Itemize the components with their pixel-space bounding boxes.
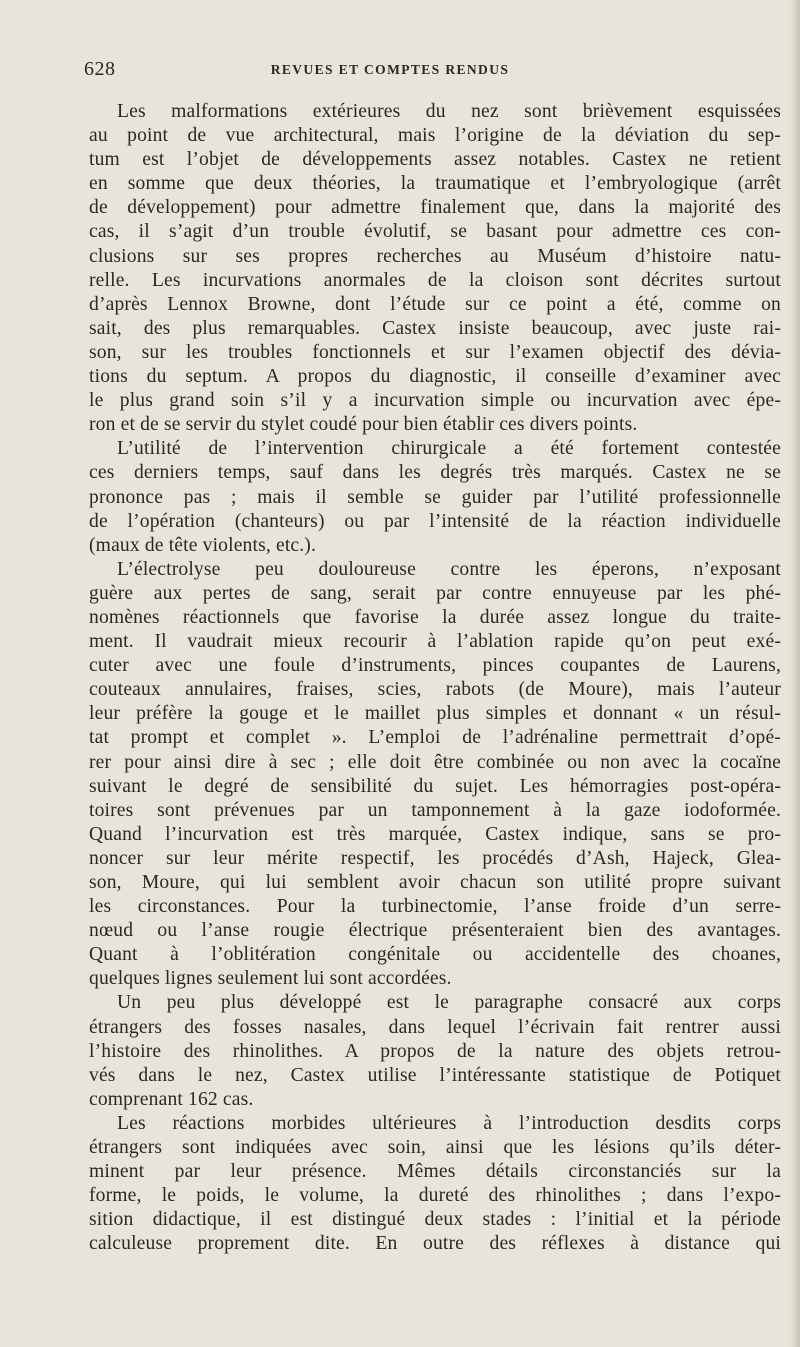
text-line: les circonstances. Pour la turbinectomie, l’anse froide d’un serre-: [89, 896, 781, 918]
text-line: son, Moure, qui lui semblent avoir chacun son utilité propre suivant: [89, 872, 781, 893]
text-line: nœud ou l’anse rougie électrique présenteraient bien des avantages.: [89, 920, 781, 942]
text-line: guère aux pertes de sang, serait par contre ennuyeuse par les phé-: [89, 582, 781, 604]
text-line: L’utilité de l’intervention chirurgicale a été fortement contestée: [117, 438, 781, 460]
text-line: clusions sur ses propres recherches au Muséum d’histoire natu-: [89, 245, 781, 267]
text-line: d’après Lennox Browne, dont l’étude sur ce point a été, comme on: [89, 293, 781, 315]
text-line: en somme que deux théories, la traumatique et l’embryologique (arrêt: [89, 173, 781, 195]
text-line: vés dans le nez, Castex utilise l’intéressante statistique de Potiquet: [89, 1064, 781, 1086]
text-line: leur préfère la gouge et le maillet plus simples et donnant « un résul-: [89, 703, 781, 725]
text-line: quelques lignes seulement lui sont accordées.: [89, 968, 452, 990]
text-line: Les malformations extérieures du nez sont brièvement esquissées: [117, 101, 781, 122]
text-line: au point de vue architectural, mais l’origine de la déviation du sep-: [89, 125, 781, 147]
text-line: prononce pas ; mais il semble se guider par l’utilité professionnelle: [89, 486, 781, 508]
page-header: [84, 58, 696, 86]
text-line: tum est l’objet de développements assez notables. Castex ne retient: [89, 149, 781, 171]
text-line: cuter avec une foule d’instruments, pinces coupantes de Laurens,: [89, 655, 781, 677]
running-title: REVUES ET COMPTES RENDUS: [270, 62, 510, 77]
text-line: comprenant 162 cas.: [89, 1088, 254, 1110]
text-line: couteaux annulaires, fraises, scies, rabots (de Moure), mais l’auteur: [89, 679, 781, 701]
text-line: sition didactique, il est distingué deux stades : l’initial et la période: [89, 1209, 781, 1231]
text-line: (maux de tête violents, etc.).: [89, 534, 317, 556]
text-line: Quand l’incurvation est très marquée, Castex indique, sans se pro-: [89, 823, 781, 845]
text-line: le plus grand soin s’il y a incurvation simple ou incurvation avec épe-: [89, 390, 781, 412]
text-line: relle. Les incurvations anormales de la cloison sont décrites surtout: [89, 269, 781, 291]
text-line: suivant le degré de sensibilité du sujet. Les hémorragies post-opéra-: [89, 775, 781, 797]
text-line: rer pour ainsi dire à sec ; elle doit être combinée ou non avec la cocaïne: [89, 751, 781, 773]
text-line: minent par leur présence. Mêmes détails circonstanciés sur la: [89, 1161, 781, 1183]
text-line: étrangers sont indiquées avec soin, ainsi que les lésions qu’ils déter-: [89, 1137, 781, 1159]
text-line: de développement) pour admettre finalement que, dans la majorité des: [89, 197, 781, 219]
text-line: son, sur les troubles fonctionnels et sur l’examen objectif des dévia-: [89, 341, 781, 363]
text-line: ron et de se servir du stylet coudé pour bien établir ces divers points.: [89, 414, 638, 436]
text-line: sait, des plus remarquables. Castex insiste beaucoup, avec juste rai-: [89, 317, 781, 339]
text-line: nomènes réactionnels que favorise la durée assez longue du traite-: [89, 606, 781, 628]
page-number: 628: [84, 58, 116, 80]
text-line: l’histoire des rhinolithes. A propos de la nature des objets retrou-: [89, 1040, 781, 1062]
text-line: L’électrolyse peu douloureuse contre les éperons, n’exposant: [117, 558, 781, 580]
text-line: calculeuse proprement dite. En outre des réflexes à distance qui: [89, 1233, 781, 1255]
text-line: Un peu plus développé est le paragraphe consacré aux corps: [117, 992, 781, 1014]
text-line: tions du septum. A propos du diagnostic, il conseille d’examiner avec: [89, 366, 781, 388]
text-line: Les réactions morbides ultérieures à l’introduction desdits corps: [117, 1112, 781, 1134]
text-line: étrangers des fosses nasales, dans lequel l’écrivain fait rentrer aussi: [89, 1016, 781, 1038]
text-line: forme, le poids, le volume, la dureté des rhinolithes ; dans l’expo-: [89, 1185, 781, 1207]
text-line: tat prompt et complet ». L’emploi de l’adrénaline permettrait d’opé-: [89, 727, 781, 749]
text-line: cas, il s’agit d’un trouble évolutif, se basant pour admettre ces con-: [89, 221, 781, 243]
text-line: toires sont prévenues par un tamponnement à la gaze iodoformée.: [89, 799, 781, 821]
text-line: noncer sur leur mérite respectif, les procédés d’Ash, Hajeck, Glea-: [89, 847, 781, 869]
page-edge-shadow: [790, 0, 800, 1347]
body-text: [89, 100, 781, 1257]
text-line: ment. Il vaudrait mieux recourir à l’ablation rapide qu’on peut exé-: [89, 631, 781, 653]
text-line: Quant à l’oblitération congénitale ou accidentelle des choanes,: [89, 944, 781, 966]
text-line: de l’opération (chanteurs) ou par l’intensité de la réaction individuelle: [89, 510, 781, 532]
text-line: ces derniers temps, sauf dans les degrés très marqués. Castex ne se: [89, 462, 781, 484]
